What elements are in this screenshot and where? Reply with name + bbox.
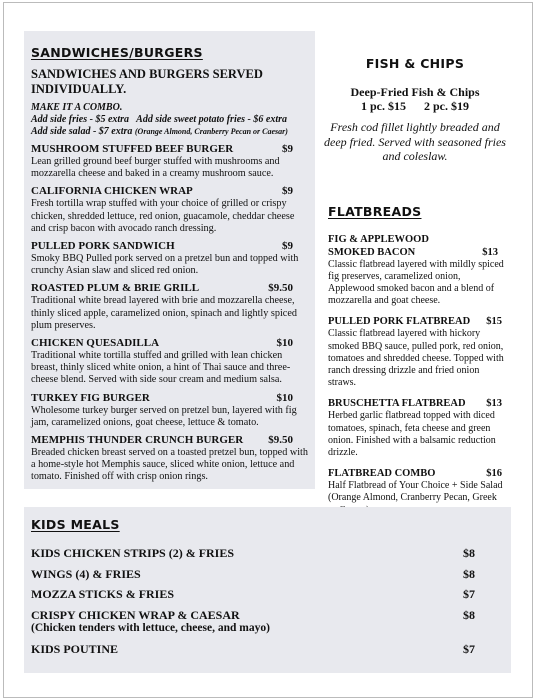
menu-item [328, 233, 506, 308]
item-description: Traditional white bread layered with brie and mozzarella cheese, thinly sliced apple, caramelized onion, spinach and lightly spiced plum preserves. [31, 295, 297, 331]
item-name: PULLED PORK FLATBREAD [328, 316, 471, 328]
item-name: MOZZA STICKS & FRIES [31, 587, 175, 601]
menu-item [31, 185, 309, 235]
item-price: $8 [463, 566, 475, 581]
item-name: CALIFORNIA CHICKEN WRAP [31, 185, 193, 198]
item-price: $7 [463, 587, 475, 601]
item-price: $7 [463, 642, 475, 656]
flatbreads-heading: FLATBREADS [328, 203, 422, 219]
kids-item [31, 587, 505, 601]
fish-chips-prices: 1 pc. $15 2 pc. $19 [361, 99, 469, 113]
item-name: MUSHROOM STUFFED BEEF BURGER [31, 143, 234, 155]
item-price: $13 [486, 398, 502, 410]
item-price: $9 [282, 240, 293, 253]
menu-item [31, 282, 309, 332]
item-name: CHICKEN QUESADILLA [31, 337, 160, 350]
right-column [324, 56, 506, 517]
item-name: KIDS POUTINE [31, 642, 119, 656]
item-name: MEMPHIS THUNDER CRUNCH BURGER [31, 434, 244, 447]
combo-line-2 [31, 126, 309, 138]
item-description: Classic flatbread layered with mildly spiced fig preserves, caramelized onion, Applewood smoked bacon and a blend of mozzarella and goat cheese. [328, 258, 504, 307]
item-price: $10 [276, 337, 293, 350]
kids-item [31, 642, 505, 656]
item-description: Fresh tortilla wrap stuffed with your choice of grilled or crispy chicken, shredded lettuce, red onion, guacamole, cheddar cheese and crisp bacon with avocado ranch dressing. [31, 198, 295, 234]
item-price: $9 [282, 185, 293, 198]
item-name: FIG & APPLEWOOD SMOKED BACON [328, 233, 429, 258]
menu-item [31, 240, 309, 277]
sandwiches-heading: SANDWICHES/BURGERS [31, 45, 203, 60]
item-description: Lean grilled ground beef burger stuffed with mushrooms and mozzarella cheese and baked in a creamy mushroom sauce. [31, 156, 280, 180]
item-price: $9 [282, 143, 293, 155]
item-price: $13 [482, 246, 498, 258]
menu-item [328, 397, 506, 459]
item-price: $10 [276, 391, 293, 404]
kids-item [31, 608, 505, 622]
kids-list [31, 546, 505, 656]
combo-line-1: Add side fries - $5 extra Add side sweet potato fries - $6 extra [31, 114, 287, 125]
menu-item [328, 315, 506, 389]
menu-item [31, 392, 309, 429]
kids-item-note: (Chicken tenders with lettuce, cheese, and mayo) [31, 622, 270, 634]
combo-block [31, 102, 309, 138]
item-description: Traditional white tortilla stuffed and grilled with lean chicken breast, thinly sliced white onion, a hint of Thai sauce and three-cheese blend. Served with side sour cream and medium salsa. [31, 350, 291, 386]
item-price: $9.50 [268, 282, 293, 295]
item-description: Half Flatbread of Your Choice + Side Salad (Orange Almond, Cranberry Pecan, Greek [328, 480, 503, 504]
item-name: ROASTED PLUM & BRIE GRILL [31, 282, 200, 295]
kids-item [31, 546, 505, 560]
sandwiches-panel [24, 31, 315, 489]
item-name: CRISPY CHICKEN WRAP & CAESAR [31, 607, 240, 622]
item-description: Smoky BBQ Pulled pork served on a pretzel bun and topped with crunchy Asian slaw and sliced red onion. [31, 253, 299, 277]
item-description: Wholesome turkey burger served on pretzel bun, layered with fig jam, caramelized onions, goat cheese, lettuce & tomato. [31, 404, 297, 428]
item-description: Breaded chicken breast served on a toasted pretzel bun, topped with a home-style hot Memphis sauce, sliced white onion, lettuce and tomato. Finished off with crisp onion rings. [31, 447, 308, 483]
menu-item [31, 143, 309, 180]
item-name: KIDS CHICKEN STRIPS (2) & FRIES [31, 546, 235, 560]
item-description: Classic flatbread layered with hickory smoked BBQ sauce, pulled pork, red onion, tomatoes and shredded cheese. Topped with ranch dressing drizzle and fried onion straws. [328, 328, 504, 389]
item-price: $9.50 [268, 434, 293, 447]
fish-chips-heading: FISH & CHIPS [365, 56, 465, 71]
item-price: $8 [463, 546, 475, 560]
item-name: BRUSCHETTA FLATBREAD [328, 398, 466, 410]
combo-line-2-note: (Orange Almond, Cranberry Pecan or Caesar) [134, 127, 288, 136]
fish-chips-description: Fresh cod fillet lightly breaded and deep fried. Served with seasoned fries and coleslaw. [324, 120, 506, 163]
menu-item [31, 434, 309, 484]
item-description: Herbed garlic flatbread topped with diced tomatoes, spinach, feta cheese and green onion. Finished with a balsamic reduction drizzle. [328, 410, 496, 458]
kids-heading: KIDS MEALS [31, 517, 120, 532]
item-name: WINGS (4) & FRIES [31, 566, 141, 581]
combo-title: MAKE IT A COMBO. [31, 102, 123, 113]
item-price: $16 [486, 468, 502, 480]
item-name: TURKEY FIG BURGER [31, 391, 150, 404]
item-name: PULLED PORK SANDWICH [31, 240, 175, 253]
fish-chips-subtitle: Deep-Fried Fish & Chips [350, 85, 480, 99]
item-price: $15 [486, 316, 502, 328]
item-price: $8 [463, 607, 475, 622]
combo-line-2-main: Add side salad - $7 extra [31, 126, 133, 137]
kids-item [31, 567, 505, 581]
item-name: FLATBREAD COMBO [328, 468, 436, 480]
menu-item [31, 337, 309, 387]
kids-meals-panel [24, 507, 511, 673]
sandwiches-intro: SANDWICHES AND BURGERS SERVED INDIVIDUALLY. [31, 67, 263, 96]
